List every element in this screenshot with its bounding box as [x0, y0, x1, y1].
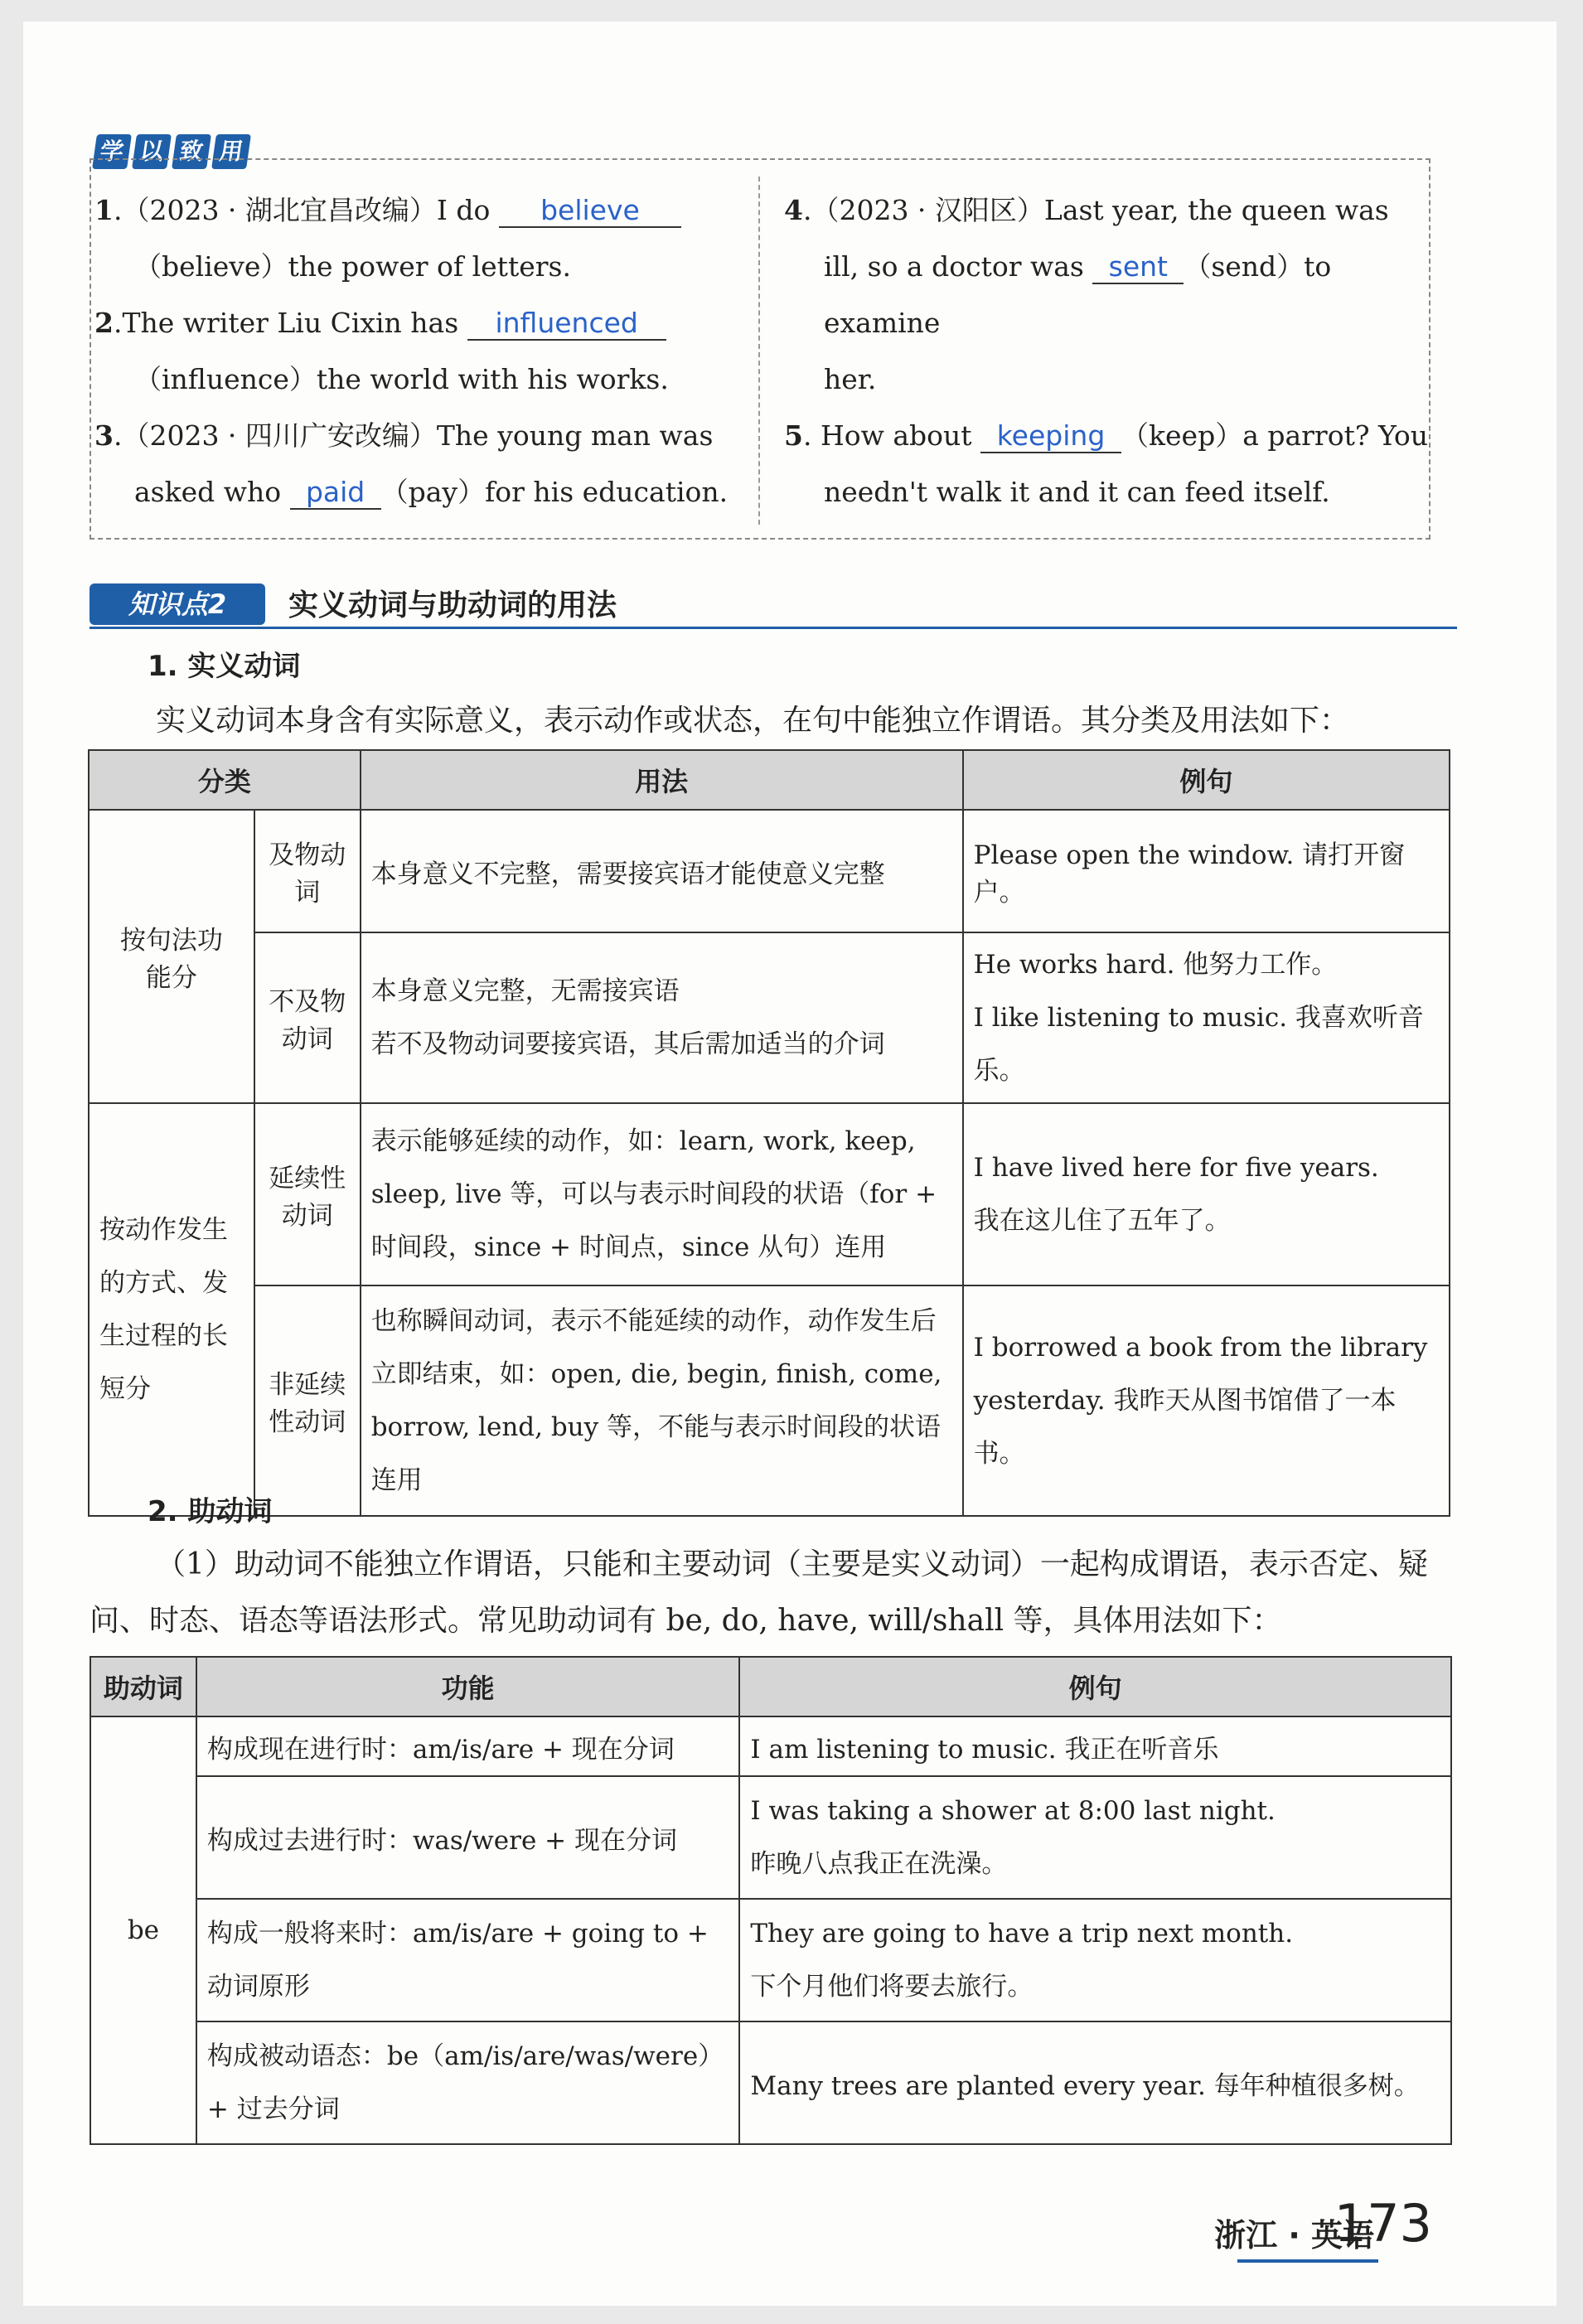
example-cell: I have lived here for five years. 我在这儿住了五年了。	[963, 1103, 1450, 1285]
type-cell: 不及物动词	[254, 932, 361, 1103]
exercise-4: 4.（2023 · 汉阳区）Last year, the queen was	[784, 194, 1389, 226]
group-cell: 按句法功能分	[89, 810, 254, 1103]
table-header: 功能	[196, 1657, 739, 1716]
exercise-1: 1.（2023 · 湖北宜昌改编）I do believe	[94, 182, 733, 239]
column-divider	[758, 177, 760, 525]
answer-blank: keeping	[980, 420, 1121, 453]
type-cell: 及物动词	[254, 810, 361, 932]
exercise-right-column: 4.（2023 · 汉阳区）Last year, the queen was ill, so a doctor was sent （send）to examine her. 5. How about keeping （keep）a parrot? You needn't walk it and it can feed itself.	[784, 182, 1439, 520]
example-cell: He works hard. 他努力工作。 I like listening to music. 我喜欢听音乐。	[963, 932, 1450, 1103]
badge-char: 以	[132, 134, 172, 169]
section1-intro: 实义动词本身含有实际意义，表示动作或状态，在句中能独立作谓语。其分类及用法如下：	[156, 704, 1350, 738]
section2-heading: 2. 助动词	[148, 1495, 273, 1528]
section2-intro: （1）助动词不能独立作谓语，只能和主要动词（主要是实义动词）一起构成谓语，表示否定、疑问、时态、语态等语法形式。常见助动词有 be, do, have, will/shall 等，具体用法如下：	[90, 1547, 1428, 1638]
exercise-2: 2.The writer Liu Cixin has influenced	[94, 295, 733, 351]
usage-cell: 本身意义完整，无需接宾语 若不及物动词要接宾语，其后需加适当的介词	[361, 932, 963, 1103]
function-cell: 构成过去进行时：was/were + 现在分词	[196, 1776, 739, 1899]
page-number: 173	[1334, 2193, 1432, 2254]
knowledge-point-tag: 知识点2	[90, 583, 265, 625]
function-cell: 构成被动语态：be（am/is/are/was/were）+ 过去分词	[196, 2021, 739, 2144]
aux-cell: be	[90, 1716, 196, 2144]
function-cell: 构成现在进行时：am/is/are + 现在分词	[196, 1716, 739, 1776]
type-cell: 延续性动词	[254, 1103, 361, 1285]
page	[23, 22, 1556, 2306]
answer-blank: influenced	[467, 307, 666, 341]
group-cell: 按动作发生的方式、发生过程的长短分	[89, 1103, 254, 1516]
usage-cell: 表示能够延续的动作，如：learn, work, keep, sleep, live 等，可以与表示时间段的状语（for + 时间段，since + 时间点，since 从句）连用	[361, 1103, 963, 1285]
footer-rule	[1237, 2259, 1378, 2263]
usage-cell: 本身意义不完整，需要接宾语才能使意义完整	[361, 810, 963, 932]
function-cell: 构成一般将来时：am/is/are + going to + 动词原形	[196, 1899, 739, 2021]
table-header: 例句	[963, 750, 1450, 810]
answer-blank: sent	[1092, 251, 1184, 284]
answer-blank: believe	[499, 195, 681, 228]
exercise-3: 3.（2023 · 四川广安改编）The young man was	[94, 419, 714, 452]
knowledge-point-title: 实义动词与助动词的用法	[288, 588, 617, 622]
badge-char: 用	[211, 134, 251, 169]
exercise-5: 5. How about keeping （keep）a parrot? You	[784, 419, 1429, 452]
exercise-left-column: 1.（2023 · 湖北宜昌改编）I do believe （believe）the power of letters. 2.The writer Liu Cixin has influenced （influence）the world with his works. 3.（2023 · 四川广安改编）The young man was asked who paid （pay）for his education.	[94, 182, 733, 520]
example-cell: I am listening to music. 我正在听音乐	[739, 1716, 1451, 1776]
table-header: 分类	[89, 750, 361, 810]
badge-char: 学	[92, 134, 132, 169]
answer-blank: paid	[290, 477, 381, 510]
verb-table	[88, 749, 1450, 1517]
example-cell: Please open the window. 请打开窗户。	[963, 810, 1450, 932]
table-header: 用法	[361, 750, 963, 810]
badge-char: 致	[172, 134, 211, 169]
example-cell: I borrowed a book from the library yesterday. 我昨天从图书馆借了一本书。	[963, 1285, 1450, 1516]
example-cell: Many trees are planted every year. 每年种植很多树。	[739, 2021, 1451, 2144]
example-cell: I was taking a shower at 8:00 last night. 昨晚八点我正在洗澡。	[739, 1776, 1451, 1899]
header-rule	[90, 627, 1457, 629]
example-cell: They are going to have a trip next month. 下个月他们将要去旅行。	[739, 1899, 1451, 2021]
aux-verb-table	[90, 1656, 1452, 2145]
footer-label: 浙江 · 英语	[1214, 2217, 1374, 2254]
table-header: 助动词	[90, 1657, 196, 1716]
table-header: 例句	[739, 1657, 1451, 1716]
section1-heading: 1. 实义动词	[148, 650, 301, 683]
usage-cell: 也称瞬间动词，表示不能延续的动作，动作发生后立即结束，如：open, die, begin, finish, come, borrow, lend, buy 等，不能与表示时间段的状语连用	[361, 1285, 963, 1516]
type-cell: 非延续性动词	[254, 1285, 361, 1516]
